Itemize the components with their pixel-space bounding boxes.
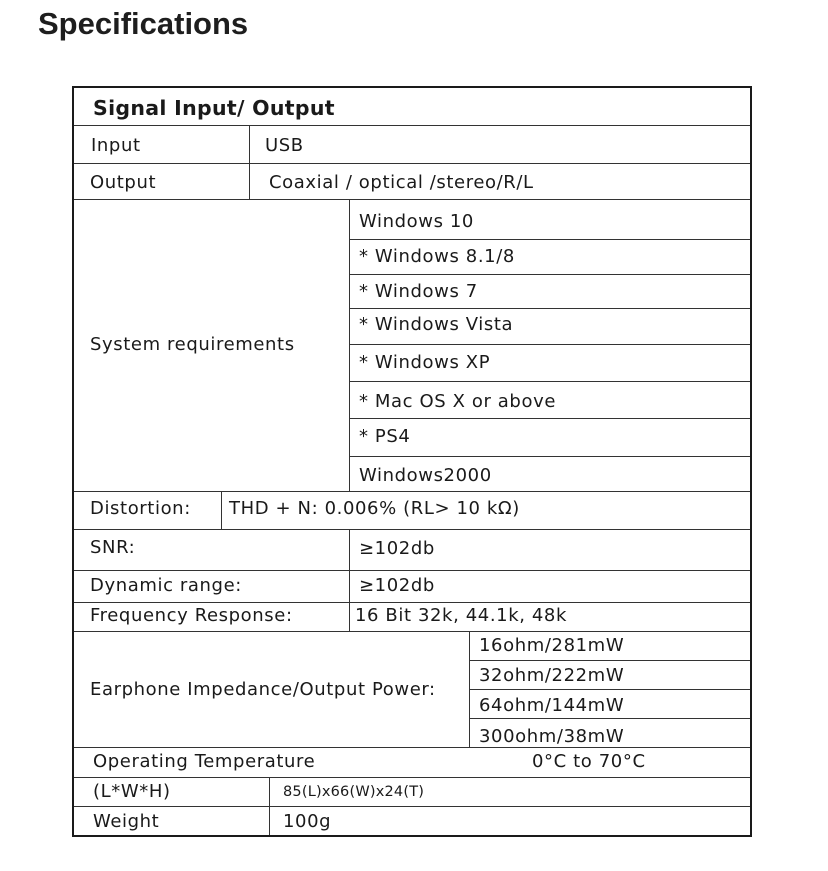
system-requirement-item: * Mac OS X or above [359,391,556,412]
snr-label: SNR: [90,537,136,558]
operating-temperature-label: Operating Temperature [93,751,316,772]
dimensions-label: (L*W*H) [93,781,171,802]
row-divider [350,456,750,457]
row-divider [350,344,750,345]
column-divider [269,777,270,835]
row-divider [350,239,750,240]
earphone-item: 16ohm/281mW [479,635,625,656]
output-value: Coaxial / optical /stereo/R/L [269,172,534,193]
row-divider [74,570,750,571]
row-divider [74,631,750,632]
row-divider [74,529,750,530]
row-divider [470,660,750,661]
earphone-item: 300ohm/38mW [479,726,625,747]
earphone-item: 32ohm/222mW [479,665,625,686]
row-divider [470,718,750,719]
row-divider [470,689,750,690]
output-label: Output [90,172,157,193]
system-requirement-item: * Windows 8.1/8 [359,246,515,267]
weight-label: Weight [93,811,160,832]
system-requirements-label: System requirements [90,334,295,355]
row-divider [74,602,750,603]
row-divider [350,308,750,309]
column-divider [221,491,222,529]
system-requirement-item: Windows 10 [359,211,474,232]
distortion-value: THD + N: 0.006% (RL> 10 kΩ) [229,498,520,519]
row-divider [74,125,750,126]
dynamic-range-label: Dynamic range: [90,575,242,596]
row-divider [74,747,750,748]
row-divider [74,163,750,164]
system-requirement-item: * Windows 7 [359,281,478,302]
column-divider [349,529,350,631]
row-divider [74,777,750,778]
column-divider [249,125,250,199]
distortion-label: Distortion: [90,498,191,519]
dimensions-value: 85(L)x66(W)x24(T) [283,784,425,800]
section-heading: Signal Input/ Output [93,96,335,120]
row-divider [350,381,750,382]
input-label: Input [91,135,141,156]
row-divider [74,199,750,200]
input-value: USB [265,135,304,156]
row-divider [350,274,750,275]
system-requirement-item: * Windows XP [359,352,491,373]
system-requirement-item: Windows2000 [359,465,492,486]
frequency-response-value: 16 Bit 32k, 44.1k, 48k [355,605,567,626]
system-requirement-item: * PS4 [359,426,411,447]
column-divider [349,199,350,491]
specifications-table [72,86,752,837]
row-divider [350,418,750,419]
weight-value: 100g [283,811,332,832]
system-requirement-item: * Windows Vista [359,314,514,335]
dynamic-range-value: ≥102db [359,575,435,596]
page-title: Specifications [38,6,249,41]
operating-temperature-value: 0°C to 70°C [532,751,646,772]
row-divider [74,491,750,492]
snr-value: ≥102db [359,538,435,559]
frequency-response-label: Frequency Response: [90,605,293,626]
earphone-label: Earphone Impedance/Output Power: [90,679,436,700]
column-divider [469,631,470,747]
row-divider [74,806,750,807]
earphone-item: 64ohm/144mW [479,695,625,716]
